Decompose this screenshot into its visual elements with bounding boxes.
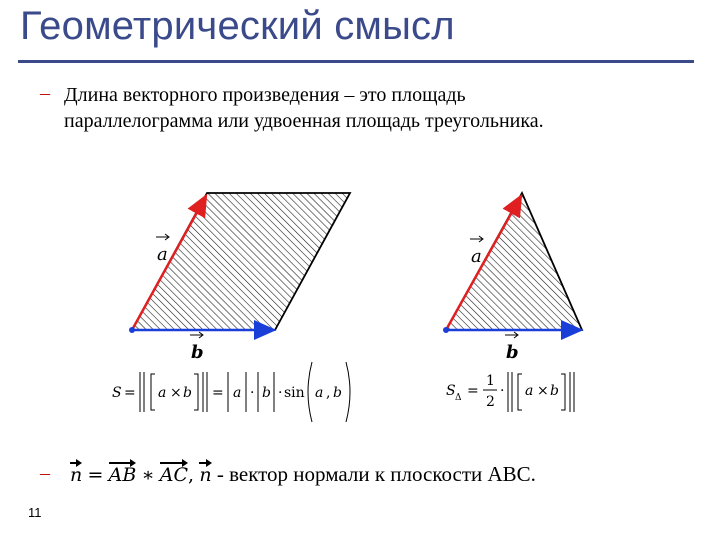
- normal-vector-formula: [70, 460, 536, 487]
- parallelogram-formula: [112, 362, 350, 422]
- svg-text:b: b: [333, 385, 342, 401]
- triangle-formula: [446, 372, 574, 412]
- svg-text:S: S: [112, 385, 122, 401]
- svg-text:·: ·: [278, 385, 283, 401]
- svg-text:sin: sin: [284, 385, 305, 401]
- svg-text:b: b: [550, 383, 559, 399]
- svg-text:·: ·: [250, 385, 255, 401]
- parallelogram-figure: [129, 193, 350, 363]
- triangle-figure: [443, 193, 582, 363]
- star-operator: ∗: [141, 464, 155, 486]
- svg-text:a: a: [158, 385, 167, 401]
- origin-point: [129, 327, 135, 333]
- svg-text:=: =: [124, 385, 136, 401]
- svg-text:a: a: [525, 383, 534, 399]
- ab-vector: AB: [109, 460, 137, 486]
- svg-text:a: a: [233, 385, 242, 401]
- n-vector-2: n: [199, 460, 211, 486]
- definition-text: Длина векторного произведения – это площадь параллелограмма или удвоенная площадь треугольника.: [64, 84, 544, 132]
- dash: -: [216, 462, 224, 486]
- n-vector: n: [70, 460, 82, 486]
- ac-vector: AC: [160, 460, 188, 486]
- bullet-dash-2: –: [40, 462, 50, 484]
- triangle-a-label: a: [471, 246, 482, 267]
- svg-text:2: 2: [486, 394, 495, 410]
- svg-text:b: b: [183, 385, 192, 401]
- svg-text:a: a: [315, 385, 324, 401]
- equals-sign: =: [87, 464, 104, 486]
- vector-b-label: b: [191, 342, 204, 363]
- svg-text:,: ,: [326, 385, 331, 401]
- vector-a-label: a: [157, 244, 168, 265]
- svg-text:b: b: [262, 385, 271, 401]
- triangle-shape: [446, 193, 582, 330]
- svg-text:=: =: [212, 385, 224, 401]
- triangle-b-label: b: [506, 342, 519, 363]
- svg-text:Δ: Δ: [455, 393, 462, 403]
- bullet-dash: –: [40, 82, 50, 104]
- svg-text:=: =: [467, 383, 479, 399]
- page-number: 11: [28, 505, 42, 520]
- slide-title: Геометрический смысл: [20, 4, 455, 48]
- svg-text:1: 1: [486, 373, 495, 389]
- comma: ,: [188, 464, 195, 486]
- svg-text:·: ·: [500, 383, 505, 399]
- svg-text:×: ×: [170, 385, 182, 401]
- normal-description: вектор нормали к плоскости АВС.: [229, 462, 536, 486]
- svg-text:×: ×: [537, 383, 549, 399]
- svg-text:S: S: [446, 383, 456, 399]
